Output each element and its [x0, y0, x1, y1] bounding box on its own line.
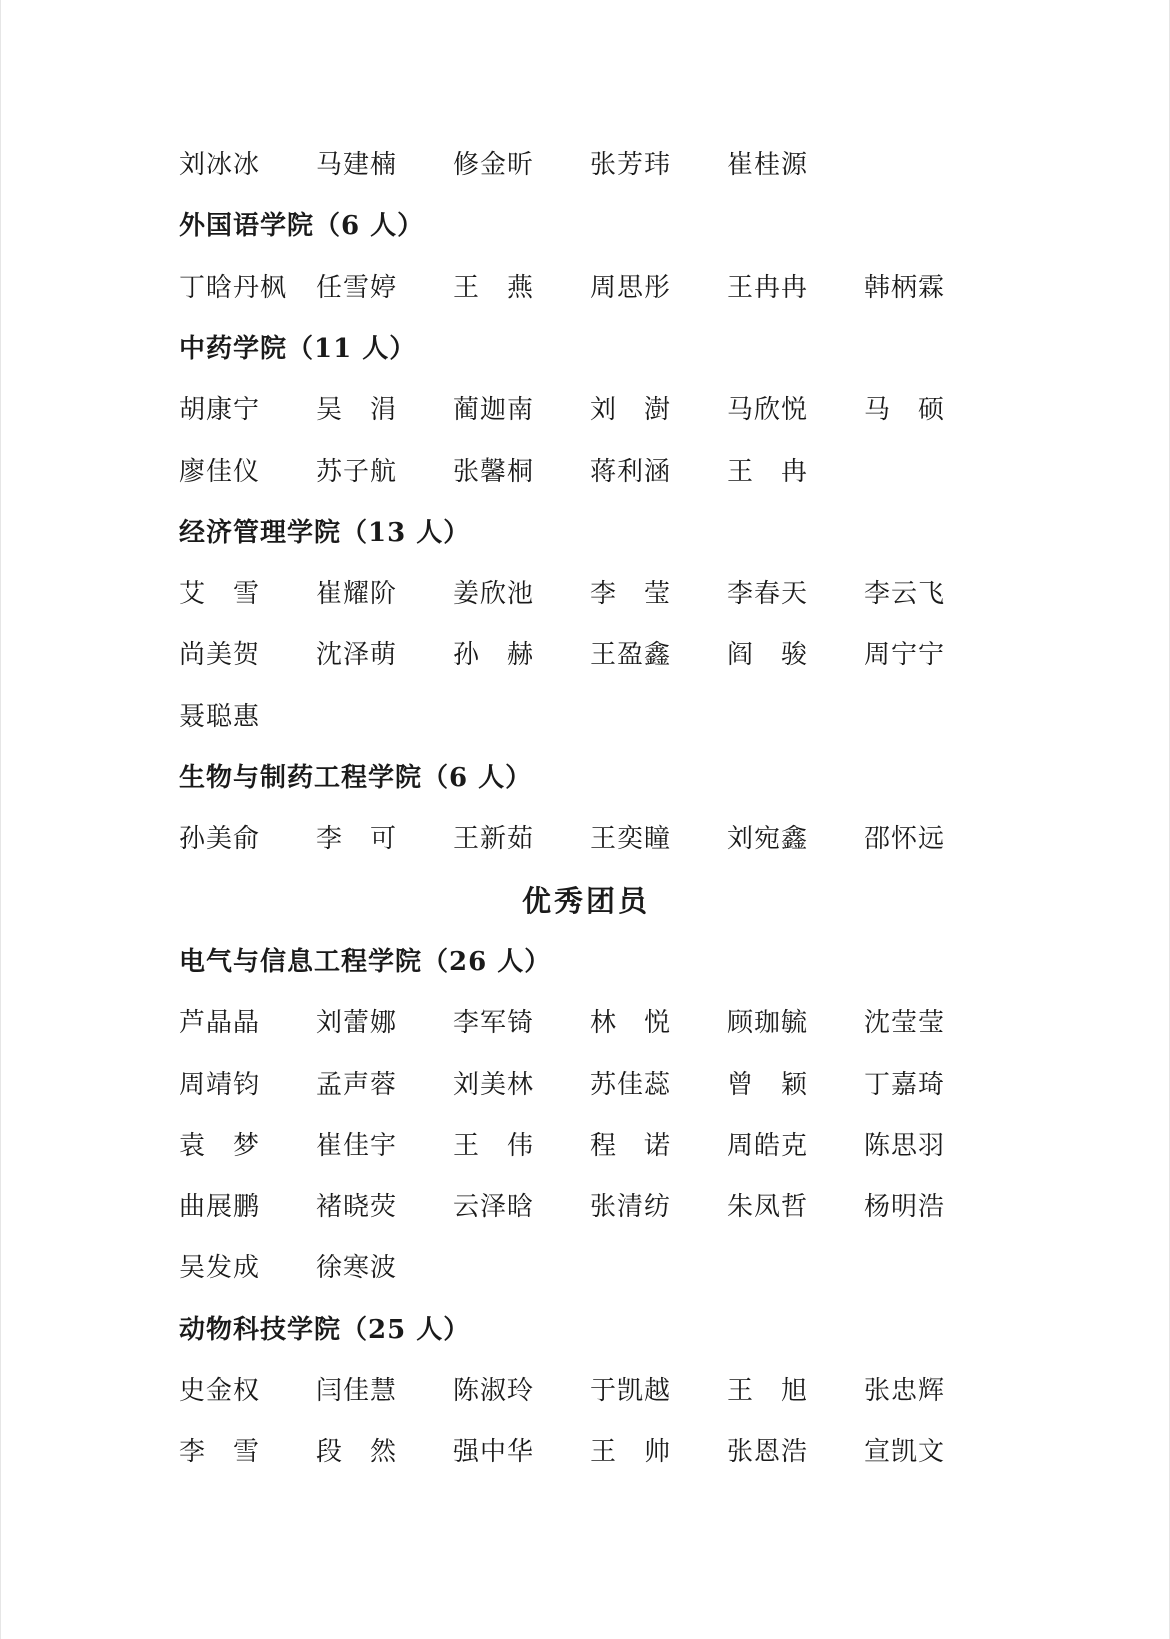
person-name: 王 伟 [453, 1130, 535, 1161]
college-heading: 生物与制药工程学院（6 人） [179, 763, 533, 793]
person-name: 崔耀阶 [316, 579, 398, 610]
person-name: 丁晗丹枫 [179, 272, 288, 303]
person-name: 陈淑玲 [453, 1376, 535, 1406]
person-name: 袁 梦 [179, 1130, 261, 1161]
person-name: 邵怀远 [864, 824, 946, 855]
person-name: 周靖钧 [179, 1069, 261, 1100]
person-name: 李云飞 [864, 579, 946, 610]
person-name: 张芳玮 [590, 150, 672, 180]
person-name: 王 燕 [453, 272, 535, 303]
person-name: 廖佳仪 [179, 456, 261, 487]
person-name: 孟声蓉 [316, 1069, 398, 1100]
person-name: 褚晓荧 [316, 1192, 398, 1223]
person-name: 张恩浩 [727, 1437, 809, 1468]
person-name: 苏佳蕊 [590, 1069, 672, 1100]
person-name: 李 莹 [590, 579, 672, 610]
person-name: 姜欣池 [453, 579, 535, 610]
person-name: 蒋利涵 [590, 456, 672, 487]
person-name: 蔺迦南 [453, 395, 535, 426]
person-name: 崔桂源 [727, 150, 809, 180]
college-heading: 中药学院（11 人） [179, 333, 417, 364]
person-name: 陈思羽 [864, 1130, 946, 1161]
person-name: 杨明浩 [864, 1192, 946, 1223]
person-name: 王新茹 [453, 824, 535, 855]
person-name: 艾 雪 [179, 579, 261, 610]
person-name: 苏子航 [316, 456, 398, 487]
person-name: 沈泽萌 [316, 640, 398, 671]
person-name: 李 雪 [179, 1437, 261, 1468]
person-name: 闫佳慧 [316, 1376, 398, 1406]
person-name: 顾珈毓 [727, 1008, 809, 1039]
person-name: 尚美贺 [179, 640, 261, 671]
person-name: 韩柄霖 [864, 272, 946, 303]
person-name: 云泽晗 [453, 1192, 535, 1223]
person-name: 刘宛鑫 [727, 824, 809, 855]
person-name: 刘蕾娜 [316, 1008, 398, 1039]
person-name: 刘冰冰 [179, 150, 261, 180]
person-name: 于凯越 [590, 1376, 672, 1406]
person-name: 吴 涓 [316, 395, 398, 426]
college-heading: 外国语学院（6 人） [179, 211, 425, 242]
person-name: 李春天 [727, 579, 809, 610]
person-name: 任雪婷 [316, 272, 398, 303]
person-name: 程 诺 [590, 1130, 672, 1161]
person-name: 张清纺 [590, 1192, 672, 1223]
person-name: 孙 赫 [453, 640, 535, 671]
person-name: 张馨桐 [453, 456, 535, 487]
section-title: 优秀团员 [521, 883, 650, 918]
person-name: 马欣悦 [727, 395, 809, 426]
person-name: 聂聪惠 [179, 701, 261, 732]
person-name: 王冉冉 [727, 272, 809, 303]
person-name: 宣凯文 [864, 1437, 946, 1468]
person-name: 周皓克 [727, 1130, 809, 1161]
person-name: 徐寒波 [316, 1253, 398, 1284]
college-heading: 电气与信息工程学院（26 人） [179, 946, 552, 977]
person-name: 刘 澍 [590, 395, 672, 426]
person-name: 阎 骏 [727, 640, 809, 671]
person-name: 王 帅 [590, 1437, 672, 1468]
person-name: 刘美林 [453, 1069, 535, 1100]
person-name: 吴发成 [179, 1253, 261, 1284]
person-name: 王盈鑫 [590, 640, 672, 671]
college-heading: 动物科技学院（25 人） [179, 1314, 471, 1345]
person-name: 沈莹莹 [864, 1008, 946, 1039]
person-name: 张忠辉 [864, 1376, 946, 1406]
person-name: 芦晶晶 [179, 1008, 261, 1039]
person-name: 马建楠 [316, 150, 398, 180]
person-name: 王 冉 [727, 456, 809, 487]
person-name: 朱凤哲 [727, 1192, 809, 1223]
person-name: 孙美俞 [179, 824, 261, 855]
person-name: 丁嘉琦 [864, 1069, 946, 1100]
person-name: 段 然 [316, 1437, 398, 1468]
person-name: 林 悦 [590, 1008, 672, 1039]
person-name: 周宁宁 [864, 640, 946, 671]
person-name: 史金权 [179, 1376, 261, 1406]
person-name: 马 硕 [864, 395, 946, 426]
person-name: 胡康宁 [179, 395, 261, 426]
person-name: 修金昕 [453, 150, 535, 180]
person-name: 李军锜 [453, 1008, 535, 1039]
person-name: 曲展鹏 [179, 1192, 261, 1223]
person-name: 王奕瞳 [590, 824, 672, 855]
person-name: 强中华 [453, 1437, 535, 1468]
person-name: 李 可 [316, 824, 398, 855]
person-name: 周思彤 [590, 272, 672, 303]
person-name: 王 旭 [727, 1376, 809, 1406]
person-name: 崔佳宇 [316, 1130, 398, 1161]
person-name: 曾 颖 [727, 1069, 809, 1100]
college-heading: 经济管理学院（13 人） [179, 517, 471, 548]
